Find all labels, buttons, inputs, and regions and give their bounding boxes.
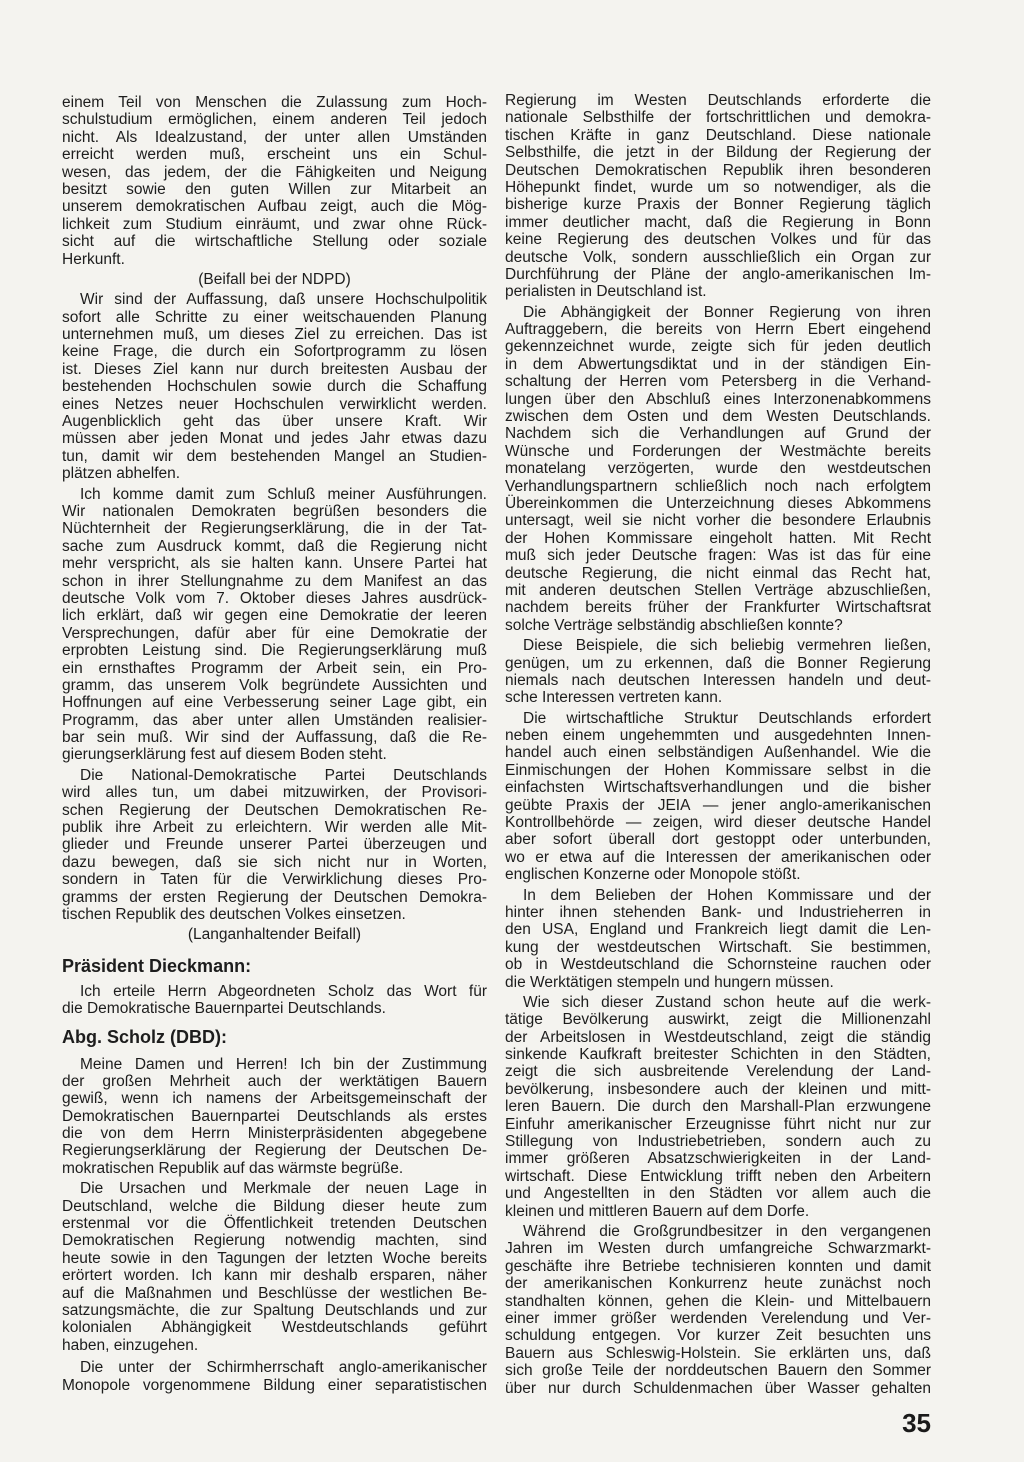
- text-line: einer immer größer werdenden Verelendung und Ver-: [505, 1309, 931, 1327]
- text-line: lungen über den Abschluß eines Interzonenabkommens: [505, 390, 931, 408]
- text-line: einfachsten Wirtschaftsverhandlungen und die bisher: [505, 779, 931, 797]
- paragraph: [62, 983, 487, 1018]
- applause-note: (Langanhaltender Beifall): [187, 926, 362, 944]
- right-column: [505, 92, 931, 1397]
- text-line: in dem Abwertungsdiktat und in der ständigen Ein-: [505, 355, 931, 373]
- text-line: neben einem ungehemmten und ausgedehnten Innen-: [505, 727, 931, 745]
- text-line: deutsche Volk, sondern ausschließlich ein Organ zur: [505, 248, 931, 266]
- paragraph: [62, 1359, 487, 1394]
- text-line: sache zum Ausdruck kommt, daß die Regierung nicht: [62, 537, 487, 555]
- text-line: Deutschen Demokratischen Republik ihren besonderen: [505, 161, 931, 179]
- text-line: sinkende Kaufkraft breitester Schichten in den Städten,: [505, 1046, 931, 1064]
- text-line: Verhandlungspartnern schließlich noch nach erfolgtem: [505, 477, 931, 495]
- text-line: die von dem Herrn Ministerpräsidenten abgegebene: [62, 1125, 487, 1143]
- text-line: Ich erteile Herrn Abgeordneten Scholz das Wort für: [80, 982, 487, 1000]
- text-line: schulstudium ermöglichen, einem anderen Teil jedoch: [62, 111, 487, 129]
- text-line: Bauern aus Schleswig-Holstein. Sie erklärten uns, daß: [505, 1344, 931, 1362]
- text-line: lichkeit zum Studium einräumt, und zwar ohne Rück-: [62, 215, 487, 233]
- text-line: den USA, England und Frankreich liegt damit die Len-: [505, 921, 931, 939]
- text-line: mit anderen deutschen Stellen Verträge abzuschließen,: [505, 581, 931, 599]
- text-line: Regierungserklärung der Regierung der Deutschen De-: [62, 1142, 487, 1160]
- text-line: keine Frage, die durch ein Sofortprogramm zu lösen: [62, 343, 487, 361]
- text-line: und Angestellten in den Städten vor allem auch die: [505, 1185, 931, 1203]
- paragraph: [505, 92, 931, 301]
- text-line: schen Regierung der Deutschen Demokratischen Re-: [62, 801, 487, 819]
- text-line: Auftraggebern, die bereits von Herrn Ebert eingehend: [505, 321, 931, 339]
- text-line: Die Ursachen und Merkmale der neuen Lage in: [80, 1180, 487, 1198]
- text-line: leren Bauern. Die durch den Marshall-Plan erzwungene: [505, 1098, 931, 1116]
- text-line: geübte Praxis der JEIA — jener anglo-amerikanischen: [505, 796, 931, 814]
- text-line: mehr verspricht, als sie halten kann. Unsere Partei hat: [62, 555, 487, 573]
- text-line: monatelang verzögerten, wurde den westdeutschen: [505, 460, 931, 478]
- text-line: die Demokratische Bauernpartei Deutschlands.: [62, 1000, 386, 1018]
- text-line: In dem Belieben der Hohen Kommissare und der: [523, 886, 931, 904]
- text-line: Demokratischen Bauernpartei Deutschlands als erstes: [62, 1107, 487, 1125]
- text-line: untersagt, weil sie nicht vorher die besondere Erlaubnis: [505, 512, 931, 530]
- paragraph: [62, 1180, 487, 1354]
- text-line: Wünsche und Forderungen der Westmächte bereits: [505, 442, 931, 460]
- text-line: geschäfte ihre Betriebe technisieren konnten und damit: [505, 1257, 931, 1275]
- text-line: Die wirtschaftliche Struktur Deutschlands erfordert: [523, 709, 931, 727]
- text-line: aber sofort überall dort gestoppt oder unterbunden,: [505, 831, 931, 849]
- text-line: Übereinkommen die Unterzeichnung dieses Abkommens: [505, 494, 931, 512]
- text-line: ob in Westdeutschland die Schornsteine rauchen oder: [505, 956, 931, 974]
- text-line: erreicht werden muß, erscheint uns ein Schul-: [62, 146, 487, 164]
- text-line: schuldung entgegen. Vor kurzer Zeit besuchten uns: [505, 1327, 931, 1345]
- text-line: tätige Bevölkerung auswirkt, zeigt die Millionenzahl: [505, 1011, 931, 1029]
- text-line: Nüchternheit der Regierungserklärung, die in der Tat-: [62, 520, 487, 538]
- text-line: der Hohen Kommissare eingeholt hatten. Mit Recht: [505, 529, 931, 547]
- text-line: lich erklärt, daß wir gegen eine Demokratie der leeren: [62, 607, 487, 625]
- text-line: gramm, das unserem Volk begründete Aussichten und: [62, 676, 487, 694]
- text-line: bar sein muß. Wir sind der Auffassung, daß die Re-: [62, 729, 487, 747]
- text-line: glieder und Freunde unserer Partei überzeugen und: [62, 836, 487, 854]
- text-line: gekennzeichnet wurde, zeigte sich für jeden deutlich: [505, 338, 931, 356]
- text-line: Monopole vorgenommene Bildung einer separatistischen: [62, 1376, 487, 1394]
- text-line: plätzen abhelfen.: [62, 465, 181, 483]
- text-line: die Werktätigen stempeln und hungern müssen.: [505, 973, 834, 991]
- text-line: wirtschaft. Diese Entwicklung trifft neben den Arbeitern: [505, 1167, 931, 1185]
- text-line: auf die Maßnahmen und Beschlüsse der westlichen Be-: [62, 1284, 487, 1302]
- paragraph: [62, 486, 487, 764]
- text-line: bisherige kurze Praxis der Bonner Regierung täglich: [505, 196, 931, 214]
- text-line: kung der westdeutschen Wirtschaft. Sie bestimmen,: [505, 938, 931, 956]
- text-line: einem Teil von Menschen die Zulassung zum Hoch-: [62, 94, 487, 111]
- text-line: sche Interessen vertreten kann.: [505, 689, 723, 707]
- text-line: Augenblicklich geht das über unsere Kraft. Wir: [62, 413, 487, 431]
- text-line: bevölkerung, insbesondere auch der kleinen und mitt-: [505, 1080, 931, 1098]
- text-line: sondern in Taten für die Verwirklichung dieses Pro-: [62, 871, 487, 889]
- paragraph: [505, 637, 931, 707]
- paragraph: [62, 291, 487, 482]
- text-line: Meine Damen und Herren! Ich bin der Zustimmung: [80, 1055, 487, 1073]
- text-line: standhalten können, gehen die Klein- und Mittelbauern: [505, 1292, 931, 1310]
- text-line: tischen Kräfte in ganz Deutschland. Diese nationale: [505, 126, 931, 144]
- text-line: Kontrollbehörde — zeigen, wird dieser deutsche Handel: [505, 814, 931, 832]
- text-line: Stillegung von Industriebetrieben, sondern auch zu: [505, 1133, 931, 1151]
- text-line: wo er etwa auf die Interessen der amerikanischen oder: [505, 848, 931, 866]
- text-line: Versprechungen, dafür aber für eine Demokratie der: [62, 624, 487, 642]
- text-line: Ich komme damit zum Schluß meiner Ausführungen.: [80, 485, 487, 503]
- text-line: tun, damit wir dem bestehenden Mangel an Studien-: [62, 447, 487, 465]
- paragraph: [505, 994, 931, 1220]
- text-line: muß sich jeder Deutsche fragen: Was ist das für eine: [505, 547, 931, 565]
- text-line: Höhepunkt findet, wurde um so notwendiger, als die: [505, 178, 931, 196]
- text-line: Die Abhängigkeit der Bonner Regierung von ihren: [523, 303, 931, 321]
- text-line: nicht. Als Idealzustand, der unter allen Umständen: [62, 128, 487, 146]
- text-line: Während die Großgrundbesitzer in den vergangenen: [523, 1223, 931, 1240]
- text-line: gewiß, wenn ich namens der Arbeitsgemeinschaft der: [62, 1090, 487, 1108]
- text-line: Nachdem sich die Verhandlungen auf Grund der: [505, 425, 931, 443]
- text-line: tischen Republik des deutschen Volkes einsetzen.: [62, 905, 406, 923]
- text-line: Programm, das aber unter allen Umständen realisier-: [62, 711, 487, 729]
- text-line: der Arbeitslosen in Westdeutschland, zeigt die ständig: [505, 1028, 931, 1046]
- text-line: handel auch einen selbständigen Außenhandel. Wie die: [505, 744, 931, 762]
- text-line: ist. Dieses Ziel kann nur durch breitesten Ausbau der: [62, 360, 487, 378]
- text-line: Demokratischen Regierung notwendig machten, sind: [62, 1232, 487, 1250]
- text-line: deutsche Regierung, die nicht einmal das Recht hat,: [505, 564, 931, 582]
- text-line: zeigt die sich ausbreitende Verelendung der Land-: [505, 1063, 931, 1081]
- text-line: eines Netzes neuer Hochschulen verwirklicht werden.: [62, 395, 487, 413]
- text-line: publik ihre Arbeit zu erleichtern. Wir werden alle Mit-: [62, 819, 487, 837]
- text-line: Selbsthilfe, die jetzt in der Bildung der Regierung der: [505, 144, 931, 162]
- text-line: Wir sind der Auffassung, daß unsere Hochschulpolitik: [80, 291, 487, 309]
- text-line: Deutschland, welche die Bildung dieser heute zum: [62, 1197, 487, 1215]
- text-line: Herkunft.: [62, 250, 125, 268]
- text-line: dazu bewegen, daß sie sich nicht nur in Worten,: [62, 853, 487, 871]
- paragraph: [62, 1056, 487, 1178]
- text-line: schon in ihrer Stellungnahme zu dem Manifest an das: [62, 572, 487, 590]
- page-number: 35: [902, 1408, 931, 1438]
- text-line: Einfuhr amerikanischer Erzeugnisse führt nicht nur zur: [505, 1115, 931, 1133]
- text-line: kleinen und mittleren Bauern auf dem Dorfe.: [505, 1202, 810, 1220]
- text-line: der amerikanischen Konkurrenz heute zunächst noch: [505, 1275, 931, 1293]
- text-line: Wir nationalen Demokraten begrüßen besonders die: [62, 502, 487, 520]
- text-line: Regierung im Westen Deutschlands erforderte die: [505, 92, 931, 109]
- text-line: immer größeren Absatzschwierigkeiten in der Land-: [505, 1150, 931, 1168]
- text-line: genügen, um zu erkennen, daß die Bonner Regierung: [505, 654, 931, 672]
- text-line: niemals nach deutschen Interessen handeln und deut-: [505, 671, 931, 689]
- text-line: gierungserklärung fest auf diesem Boden steht.: [62, 746, 387, 764]
- text-line: mokratischen Republik auf das wärmste begrüße.: [62, 1159, 404, 1177]
- text-line: schaltung der Herren vom Petersberg in die Verhand-: [505, 373, 931, 391]
- text-line: sich große Teile der norddeutschen Bauern den Sommer: [505, 1362, 931, 1380]
- text-line: perialisten in Deutschland ist.: [505, 283, 707, 301]
- text-line: Die unter der Schirmherrschaft anglo-amerikanischer: [80, 1359, 487, 1377]
- paragraph: [505, 710, 931, 884]
- text-line: sofort alle Schritte zu einer weitschauenden Planung: [62, 308, 487, 326]
- text-line: wird alles tun, um dabei mitzuwirken, der Provisori-: [62, 784, 487, 802]
- text-line: der großen Mehrheit auch der werktätigen Bauern: [62, 1072, 487, 1090]
- text-line: erörtert worden. Ich kann mir deshalb ersparen, näher: [62, 1267, 487, 1285]
- text-line: bestehenden Hochschulen sowie durch die Schaffung: [62, 378, 487, 396]
- text-line: Einmischungen der Hohen Kommissare selbst in die: [505, 761, 931, 779]
- text-line: erstenmal vor die Öffentlichkeit tretenden Deutschen: [62, 1215, 487, 1233]
- text-line: satzungsmächte, die zur Spaltung Deutschlands und zur: [62, 1302, 487, 1319]
- paragraph: [505, 304, 931, 634]
- text-line: über nur durch Schuldenmachen über Wasser gehalten: [505, 1379, 931, 1397]
- speaker-heading: Abg. Scholz (DBD):: [62, 1026, 227, 1047]
- text-line: heute sowie in den Tagungen der letzten Woche bereits: [62, 1249, 487, 1267]
- speaker-heading: Präsident Dieckmann:: [62, 955, 252, 976]
- text-line: deutsche Volk vom 7. Oktober dieses Jahres ausdrück-: [62, 589, 487, 607]
- text-line: zwischen dem Osten und dem Westen Deutschlands.: [505, 408, 931, 426]
- paragraph: [505, 1223, 931, 1397]
- text-line: besitzt sowie den guten Willen zur Mitarbeit an: [62, 180, 487, 198]
- text-line: kolonialen Abhängigkeit Westdeutschlands geführt: [62, 1319, 487, 1337]
- text-line: unserem demokratischen Aufbau zeigt, auch die Mög-: [62, 198, 487, 216]
- text-line: hinter ihnen stehenden Bank- und Industrieherren in: [505, 903, 931, 921]
- text-line: ein ernsthaftes Programm der Arbeit sein, ein Pro-: [62, 659, 487, 677]
- paragraph: [62, 94, 487, 268]
- text-line: wesen, das jedem, der die Fähigkeiten und Neigung: [62, 163, 487, 181]
- text-line: Diese Beispiele, die sich beliebig vermehren ließen,: [523, 637, 931, 655]
- text-line: keine Regierung des deutschen Volkes und für das: [505, 231, 931, 249]
- text-line: englischen Konzerne oder Monopole stößt.: [505, 866, 801, 884]
- text-line: Wie sich dieser Zustand schon heute auf die werk-: [523, 993, 931, 1011]
- text-line: Hoffnungen auf eine Verbesserung seiner Lage gibt, ein: [62, 694, 487, 712]
- text-line: immer deutlicher macht, daß die Regierung in Bonn: [505, 213, 931, 231]
- paragraph: [62, 767, 487, 924]
- paragraph: [505, 887, 931, 991]
- text-line: solche Verträge selbständig abschließen konnte?: [505, 616, 843, 634]
- text-line: nachdem bereits früher der Frankfurter Wirtschaftsrat: [505, 599, 931, 617]
- left-column: [62, 94, 487, 1394]
- text-line: Die National-Demokratische Partei Deutschlands: [80, 766, 487, 784]
- text-line: nationale Selbsthilfe der fortschrittlichen und demokra-: [505, 109, 931, 127]
- text-line: unternehmen muß, um dieses Ziel zu erreichen. Das ist: [62, 326, 487, 344]
- text-line: müssen aber jeden Monat und jedes Jahr etwas dazu: [62, 430, 487, 448]
- text-line: haben, einzugehen.: [62, 1336, 199, 1354]
- text-line: gramms der ersten Regierung der Deutschen Demokra-: [62, 888, 487, 906]
- text-line: erprobten Leistung sind. Die Regierungserklärung muß: [62, 642, 487, 660]
- text-line: sicht auf die wirtschaftliche Stellung oder soziale: [62, 233, 487, 251]
- text-line: Jahren im Westen durch umfangreiche Schwarzmarkt-: [505, 1240, 931, 1258]
- text-line: Durchführung der Pläne der anglo-amerikanischen Im-: [505, 265, 931, 283]
- applause-note: (Beifall bei der NDPD): [198, 270, 351, 288]
